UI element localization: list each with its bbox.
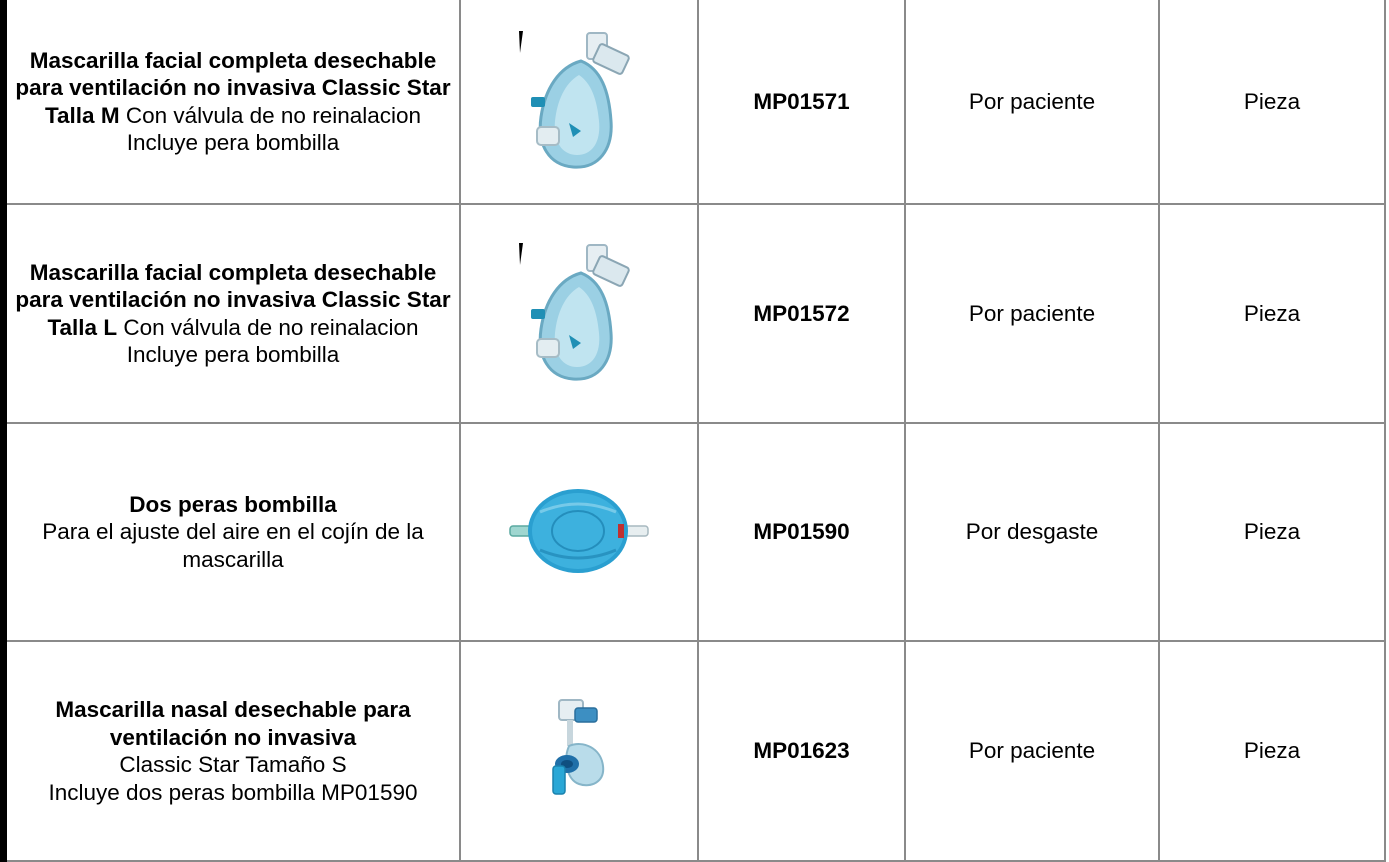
unit-of-sale: Pieza	[1159, 423, 1385, 641]
product-code: MP01623	[698, 641, 905, 861]
description-cell	[7, 641, 460, 861]
description-detail: Con válvula de no reinalacion	[117, 314, 419, 340]
description-cell	[7, 0, 460, 204]
unit-of-sale: Pieza	[1159, 0, 1385, 204]
full-face-mask-icon	[509, 27, 649, 177]
left-border-rule	[0, 0, 7, 862]
image-cell	[460, 0, 698, 204]
unit-of-sale: Pieza	[1159, 641, 1385, 861]
description-includes: Incluye pera bombilla	[126, 342, 340, 367]
description-title: Mascarilla facial completa desechable para ventilación no invasiva Classic Star Talla L	[15, 259, 451, 340]
table-row	[7, 204, 1385, 423]
full-face-mask-icon	[509, 239, 649, 389]
description-cell	[7, 204, 460, 423]
description-detail: Para el ajuste del aire en el cojín de la mascarilla	[42, 519, 424, 572]
description-detail: Con válvula de no reinalacion	[119, 102, 422, 128]
image-cell	[460, 204, 698, 423]
product-code: MP01571	[698, 0, 905, 204]
description-size: Classic Star Tamaño S	[119, 752, 347, 777]
product-code: MP01590	[698, 423, 905, 641]
description-cell	[7, 423, 460, 641]
unit-of-sale: Pieza	[1159, 204, 1385, 423]
description-title: Dos peras bombilla	[129, 491, 337, 517]
image-cell	[460, 641, 698, 861]
replacement-frequency: Por paciente	[905, 641, 1159, 861]
inflation-bulb-icon	[504, 482, 654, 582]
description-includes: Incluye dos peras bombilla MP01590	[48, 779, 418, 805]
description-title: Mascarilla facial completa desechable para ventilación no invasiva Classic Star Talla M	[15, 47, 451, 128]
table-row	[7, 0, 1385, 204]
replacement-frequency: Por desgaste	[905, 423, 1159, 641]
description-includes: Incluye pera bombilla	[126, 130, 340, 155]
product-table	[7, 0, 1386, 862]
table-row	[7, 423, 1385, 641]
description-title: Mascarilla nasal desechable para ventilación no invasiva	[55, 697, 411, 750]
replacement-frequency: Por paciente	[905, 0, 1159, 204]
nasal-mask-icon	[539, 696, 619, 806]
image-cell	[460, 423, 698, 641]
product-code: MP01572	[698, 204, 905, 423]
replacement-frequency: Por paciente	[905, 204, 1159, 423]
table-row	[7, 641, 1385, 861]
